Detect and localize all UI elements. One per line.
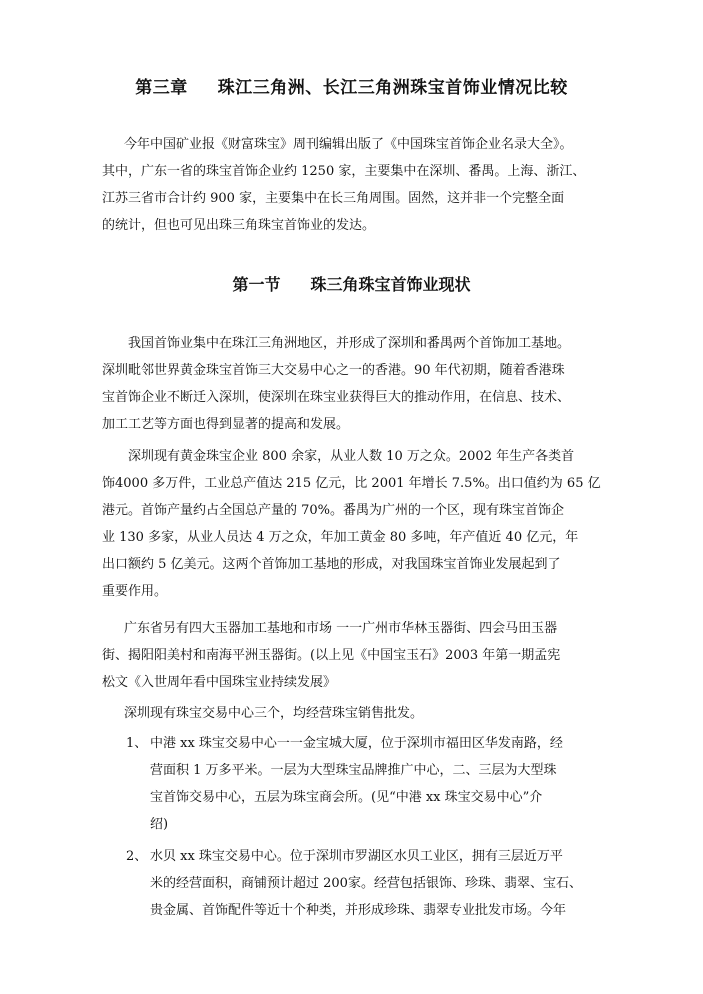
- paragraph-line: 业 130 多家，从业人员达 4 万之众，年加工黄金 80 多吨，年产值近 40 亿元，年: [102, 530, 579, 545]
- paragraph-line: 深圳现有珠宝交易中心三个，均经营珠宝销售批发。: [124, 706, 424, 721]
- list-item: [126, 730, 610, 838]
- paragraph-1: [102, 330, 610, 438]
- chapter-title-text: 珠江三角洲、长江三角洲珠宝首饰业情况比较: [217, 78, 568, 98]
- list-item-line: 绍): [150, 817, 169, 832]
- intro-paragraph: [102, 131, 610, 239]
- chapter-title: [0, 73, 703, 98]
- paragraph-line: 加工工艺等方面也得到显著的提高和发展。: [102, 417, 350, 432]
- paragraph-line: 出口额约 5 亿美元。这两个首饰加工基地的形成，对我国珠宝首饰业发展起到了: [102, 557, 561, 572]
- section-title-text: 珠三角珠宝首饰业现状: [310, 275, 471, 294]
- section-number: 第一节: [232, 275, 281, 294]
- paragraph-line: 重要作用。: [102, 584, 168, 599]
- paragraph-line: 深圳毗邻世界黄金珠宝首饰三大交易中心之一的香港。90 年代初期，随着香港珠: [102, 363, 565, 378]
- chapter-number: 第三章: [135, 78, 188, 98]
- paragraph-4: [102, 700, 610, 727]
- intro-line: 的统计，但也可见出珠三角珠宝首饰业的发达。: [102, 218, 376, 233]
- paragraph-line: 宝首饰企业不断迁入深圳，使深圳在珠宝业获得巨大的推动作用，在信息、技术、: [102, 390, 571, 405]
- intro-line: 今年中国矿业报《财富珠宝》周刊编辑出版了《中国珠宝首饰企业名录大全》。: [124, 137, 573, 152]
- intro-line: 江苏三省市合计约 900 家，主要集中在长三角周围。固然，这并非一个完整全面: [102, 191, 565, 206]
- paragraph-line: 我国首饰业集中在珠江三角洲地区，并形成了深圳和番禺两个首饰加工基地。: [128, 336, 571, 351]
- paragraph-line: 广东省另有四大玉器加工基地和市场 一一广州市华林玉器街、四会马田玉器: [124, 621, 558, 636]
- list-item-line: 中港 xx 珠宝交易中心一一金宝城大厦，位于深圳市福田区华发南路，经: [150, 736, 563, 751]
- paragraph-2: [102, 443, 610, 605]
- paragraph-line: 深圳现有黄金珠宝企业 800 余家，从业人数 10 万之众。2002 年生产各类首: [128, 449, 575, 464]
- paragraph-line: 饰4000 多万件，工业总产值达 215 亿元，比 2001 年增长 7.5%。出口值约为 65 亿: [102, 476, 601, 491]
- list-item-number: 1、: [126, 736, 148, 751]
- list-item-line: 营面积 1 万多平米。一层为大型珠宝品牌推广中心，二、三层为大型珠: [150, 763, 557, 778]
- paragraph-3: [102, 615, 610, 696]
- list-item-number: 2、: [126, 849, 148, 864]
- list-item-line: 水贝 xx 珠宝交易中心。位于深圳市罗湖区水贝工业区，拥有三层近万平: [150, 849, 563, 864]
- paragraph-line: 松文《入世周年看中国珠宝业持续发展》: [102, 675, 337, 690]
- paragraph-line: 港元。首饰产量约占全国总产量的 70%。番禺为广州的一个区，现有珠宝首饰企: [102, 503, 565, 518]
- section-title: [0, 272, 703, 295]
- list-item-line: 宝首饰交易中心，五层为珠宝商会所。(见“中港 xx 珠宝交易中心”介: [150, 790, 543, 805]
- list-item-line: 贵金属、首饰配件等近十个种类，并形成珍珠、翡翠专业批发市场。今年: [150, 903, 567, 918]
- paragraph-line: 街、揭阳阳美村和南海平洲玉器街。(以上见《中国宝玉石》2003 年第一期孟宪: [102, 648, 561, 663]
- list-item: [126, 843, 610, 924]
- intro-line: 其中，广东一省的珠宝首饰企业约 1250 家，主要集中在深圳、番禺。上海、浙江、: [102, 164, 586, 179]
- list-item-line: 米的经营面积，商铺预计超过 200家。经营包括银饰、珍珠、翡翠、宝石、: [150, 876, 582, 891]
